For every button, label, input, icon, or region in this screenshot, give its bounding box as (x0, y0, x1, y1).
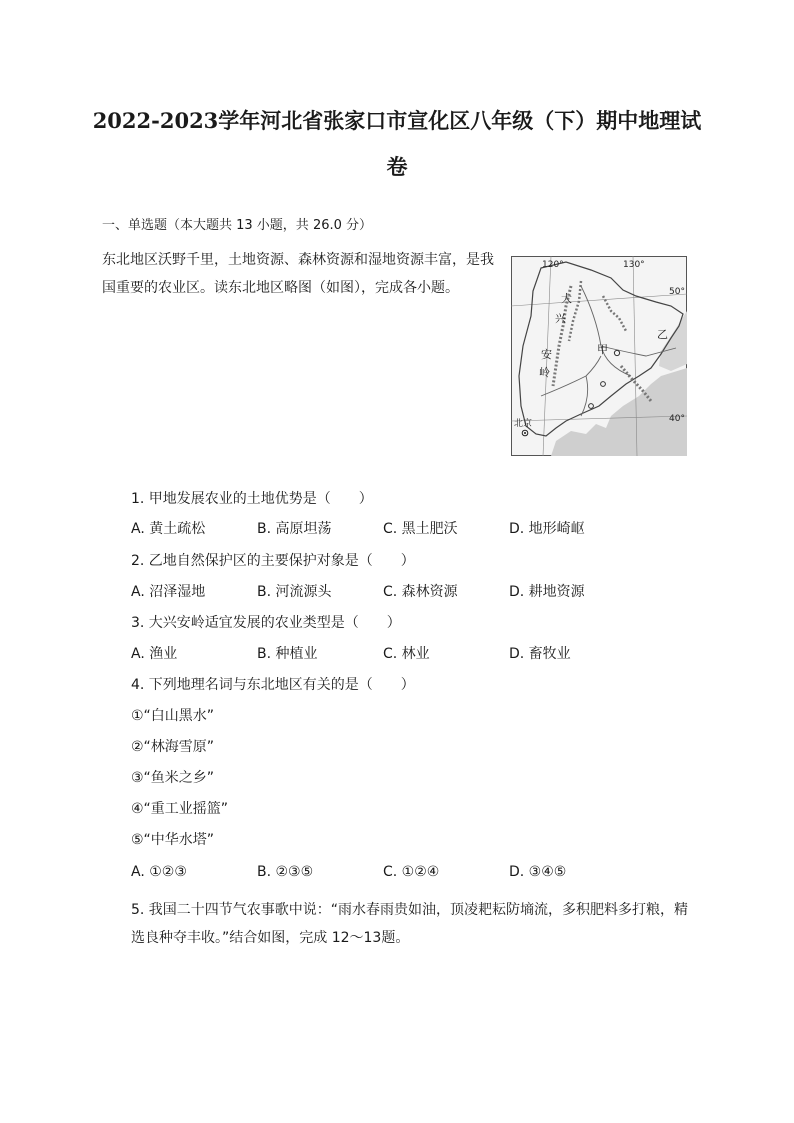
q2-option-a[interactable]: A. 沼泽湿地 (131, 584, 206, 600)
intro-paragraph: 东北地区沃野千里，土地资源、森林资源和湿地资源丰富，是我国重要的农业区。读东北地区略图（如图），完成各小题。 (102, 252, 494, 296)
map-label-50: 50° (669, 287, 685, 297)
q4-option-a[interactable]: A. ①②③ (131, 864, 187, 880)
q1-option-d[interactable]: D. 地形崎岖 (509, 521, 585, 537)
q4-option-d[interactable]: D. ③④⑤ (509, 864, 567, 880)
title-line-2: 卷 (386, 154, 408, 179)
q1-option-c[interactable]: C. 黑土肥沃 (383, 521, 458, 537)
q2-option-b[interactable]: B. 河流源头 (257, 584, 332, 600)
q4-item-4: ④“重工业摇篮” (131, 801, 229, 817)
map-label-40: 40° (669, 414, 685, 424)
q4-item-3: ③“鱼米之乡” (131, 770, 215, 786)
page-title (60, 98, 734, 190)
q3-option-a[interactable]: A. 渔业 (131, 646, 178, 662)
map-label-beijing: 北京 (514, 419, 533, 429)
map-label-da: 大 (561, 292, 572, 305)
map-label-xing: 兴 (555, 312, 566, 325)
question-5-stem: 5. 我国二十四节气农事歌中说：“雨水春雨贵如油，顶凌耙耘防墒流，多积肥料多打粮，精选良种夺丰收。”结合如图，完成 12～13题。 (131, 902, 689, 946)
q3-option-c[interactable]: C. 林业 (383, 646, 430, 662)
q4-option-c[interactable]: C. ①②④ (383, 864, 440, 880)
q4-item-1: ①“白山黑水” (131, 708, 215, 724)
map-label-120: 120° (542, 260, 564, 270)
q2-option-d[interactable]: D. 耕地资源 (509, 584, 585, 600)
question-2-stem: 2. 乙地自然保护区的主要保护对象是（ ） (131, 553, 415, 569)
section-heading: 一、单选题（本大题共 13 小题，共 26.0 分） (102, 218, 373, 233)
map-label-ling: 岭 (539, 366, 550, 379)
title-line-1: 2022-2023学年河北省张家口市宣化区八年级（下）期中地理试 (92, 108, 702, 133)
map-label-yi: 乙 (657, 328, 668, 341)
q1-option-b[interactable]: B. 高原坦荡 (257, 521, 332, 537)
question-3-stem: 3. 大兴安岭适宜发展的农业类型是（ ） (131, 615, 401, 631)
q1-option-a[interactable]: A. 黄土疏松 (131, 521, 206, 537)
map-label-130: 130° (623, 260, 645, 270)
map-svg (511, 256, 687, 456)
q4-item-2: ②“林海雪原” (131, 739, 215, 755)
q4-option-b[interactable]: B. ②③⑤ (257, 864, 314, 880)
q4-item-5: ⑤“中华水塔” (131, 832, 215, 848)
map-label-jia: 甲 (597, 343, 608, 356)
q3-option-d[interactable]: D. 畜牧业 (509, 646, 571, 662)
question-4-stem: 4. 下列地理名词与东北地区有关的是（ ） (131, 677, 415, 693)
northeast-map (511, 256, 687, 456)
q3-option-b[interactable]: B. 种植业 (257, 646, 318, 662)
q2-option-c[interactable]: C. 森林资源 (383, 584, 458, 600)
map-label-an: 安 (541, 348, 552, 361)
question-1-stem: 1. 甲地发展农业的土地优势是（ ） (131, 491, 373, 507)
